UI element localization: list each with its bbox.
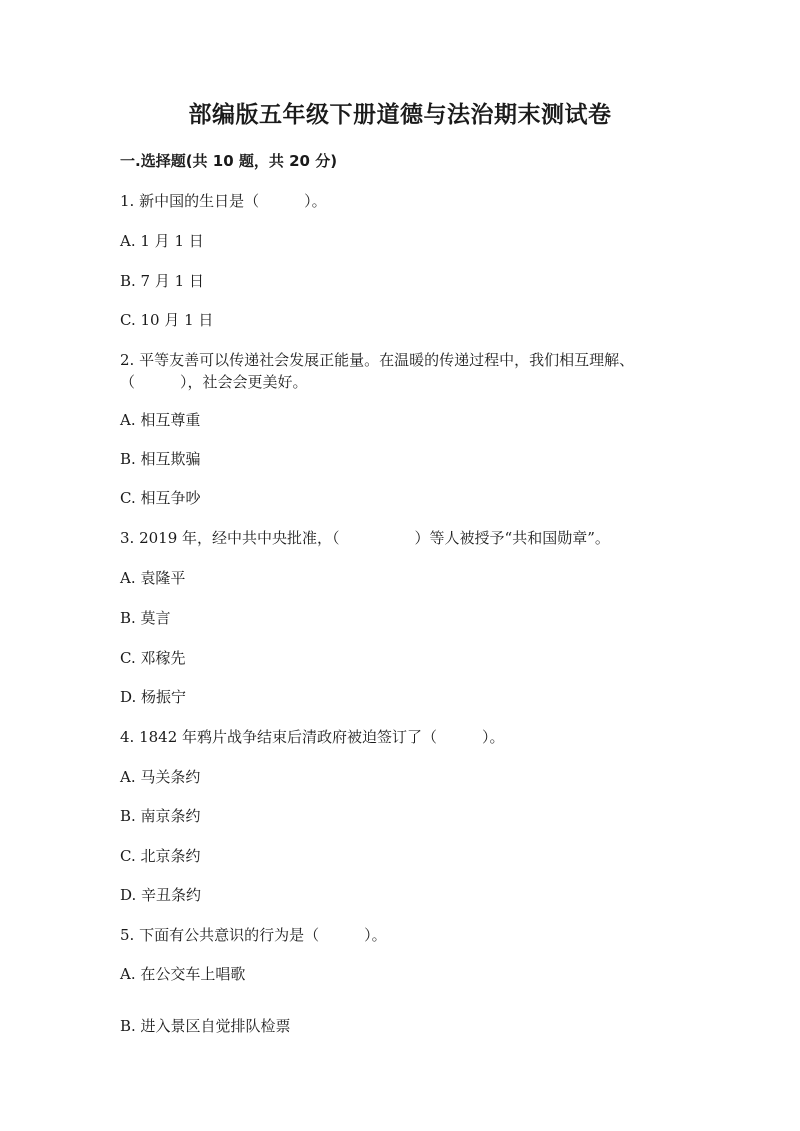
question-3-option-c: C. 邓稼先 <box>120 649 186 667</box>
question-5-option-a: A. 在公交车上唱歌 <box>120 965 246 983</box>
question-3-option-d: D. 杨振宁 <box>120 688 187 706</box>
question-5-option-b: B. 进入景区自觉排队检票 <box>120 1017 291 1035</box>
question-4-option-b: B. 南京条约 <box>120 807 201 825</box>
question-4-option-c: C. 北京条约 <box>120 847 201 865</box>
question-3-option-a: A. 袁隆平 <box>120 569 186 587</box>
question-1-option-b: B. 7 月 1 日 <box>120 272 204 290</box>
question-4-option-d: D. 辛丑条约 <box>120 886 202 904</box>
question-3-stem: 3. 2019 年，经中共中央批准，（ ）等人被授予“共和国勋章”。 <box>120 529 610 547</box>
question-2-stem-line-1: 2. 平等友善可以传递社会发展正能量。在温暖的传递过程中，我们相互理解、 <box>120 351 635 369</box>
page-title: 部编版五年级下册道德与法治期末测试卷 <box>188 102 612 128</box>
question-2-option-a: A. 相互尊重 <box>120 411 201 429</box>
question-1-option-c: C. 10 月 1 日 <box>120 311 214 329</box>
question-3-option-b: B. 莫言 <box>120 609 171 627</box>
question-1-stem: 1. 新中国的生日是（ ）。 <box>120 192 327 210</box>
question-2-option-b: B. 相互欺骗 <box>120 450 201 468</box>
question-4-stem: 4. 1842 年鸦片战争结束后清政府被迫签订了（ ）。 <box>120 728 505 746</box>
section-heading: 一.选择题(共 10 题，共 20 分) <box>120 152 338 170</box>
question-2-option-c: C. 相互争吵 <box>120 489 201 507</box>
question-5-stem: 5. 下面有公共意识的行为是（ ）。 <box>120 926 387 944</box>
question-1-option-a: A. 1 月 1 日 <box>120 232 204 250</box>
question-4-option-a: A. 马关条约 <box>120 768 201 786</box>
question-2-stem-line-2: （ ），社会会更美好。 <box>120 373 308 391</box>
